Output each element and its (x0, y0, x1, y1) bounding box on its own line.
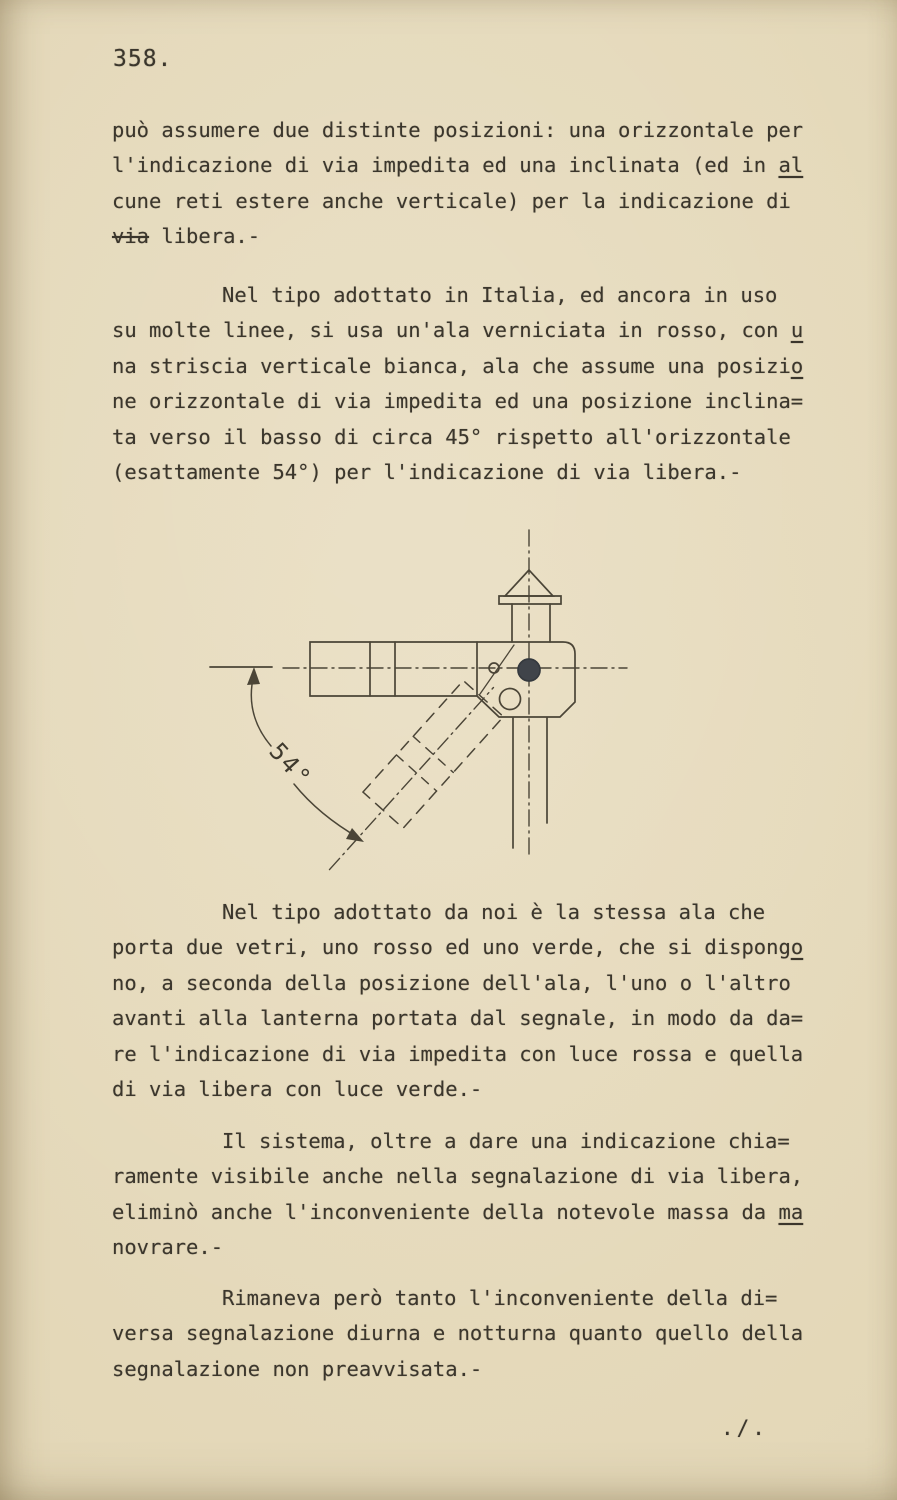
text-line (112, 219, 842, 254)
text-segment: su molte linee, si usa un'ala verniciata in rosso, con (112, 318, 791, 343)
text-segment: ramente visibile anche nella segnalazione di via libera, (112, 1164, 804, 1189)
page-number: 358. (113, 46, 173, 72)
paragraph (112, 1124, 842, 1266)
text-segment: u (790, 318, 804, 343)
text-line (112, 313, 842, 348)
text-line (112, 1316, 842, 1351)
text-line (112, 384, 842, 419)
paragraph (112, 113, 842, 255)
angle-label: 54° (263, 737, 318, 793)
text-segment: cune reti estere anche verticale) per la indicazione di (112, 188, 791, 213)
cap-plate (499, 596, 561, 604)
text-line (112, 1230, 842, 1265)
text-segment: novrare.- (112, 1235, 224, 1260)
text-line (112, 278, 842, 313)
text-line (112, 113, 842, 148)
text-segment: na striscia verticale bianca, ala che assume una posizi (112, 353, 791, 378)
text-segment: Nel tipo adottato in Italia, ed ancora in uso (222, 283, 778, 307)
text-segment: o (790, 935, 804, 960)
text-segment: re l'indicazione di via impedita con luce rossa e quella (112, 1041, 804, 1066)
text-line (112, 1195, 842, 1230)
text-line (112, 895, 842, 930)
text-segment: Rimaneva però tanto l'inconveniente della di= (222, 1286, 778, 1310)
link-rod-line (480, 645, 514, 694)
text-segment: di via libera con luce verde.- (112, 1076, 483, 1101)
text-segment: ne orizzontale di via impedita ed una posizione inclina= (112, 389, 804, 414)
paragraph (112, 278, 842, 490)
pivot-bolt (518, 659, 540, 681)
text-line (112, 420, 842, 455)
angle-arc-lower (294, 784, 359, 838)
text-segment: porta due vetri, uno rosso ed uno verde, che si dispong (112, 935, 791, 960)
text-line (112, 148, 842, 183)
text-segment: (esattamente 54°) per l'indicazione di via libera.- (112, 459, 742, 484)
lamp-hole (500, 689, 521, 710)
text-segment: o (790, 353, 804, 378)
paragraph (112, 1281, 842, 1387)
text-segment: Nel tipo adottato da noi è la stessa ala che (222, 900, 766, 924)
text-segment: via (112, 224, 150, 249)
text-line (112, 1001, 842, 1036)
text-line (112, 1352, 842, 1387)
text-segment: al (778, 153, 804, 178)
text-segment: versa segnalazione diurna e notturna quanto quello della (112, 1321, 804, 1346)
text-segment: l'indicazione di via impedita ed una inclinata (ed in (112, 153, 779, 178)
text-segment: no, a seconda della posizione dell'ala, l'uno o l'altro (112, 970, 791, 995)
inclined-arm-centerline (330, 688, 494, 870)
text-line (112, 1281, 842, 1316)
continuation-mark: ./. (721, 1416, 768, 1440)
text-segment: libera.- (149, 224, 261, 249)
text-segment: Il sistema, oltre a dare una indicazione chia= (222, 1129, 790, 1153)
text-line (112, 1072, 842, 1107)
text-line (112, 1124, 842, 1159)
semaphore-drawing (0, 510, 897, 890)
text-line (112, 349, 842, 384)
text-segment: segnalazione non preavvisata.- (112, 1356, 483, 1381)
text-line (112, 930, 842, 965)
text-line (112, 184, 842, 219)
angle-arc-upper (251, 674, 271, 746)
text-segment: avanti alla lanterna portata dal segnale, in modo da da= (112, 1006, 804, 1031)
text-segment: eliminò anche l'inconveniente della notevole massa da (112, 1199, 779, 1224)
text-line (112, 455, 842, 490)
text-segment: ta verso il basso di circa 45° rispetto all'orizzontale (112, 424, 791, 449)
text-line (112, 966, 842, 1001)
paragraph (112, 895, 842, 1107)
text-line (112, 1037, 842, 1072)
text-line (112, 1159, 842, 1194)
text-segment: ma (778, 1199, 804, 1224)
arrowhead-top-icon (247, 667, 260, 685)
text-segment: può assumere due distinte posizioni: una orizzontale per (112, 118, 804, 142)
